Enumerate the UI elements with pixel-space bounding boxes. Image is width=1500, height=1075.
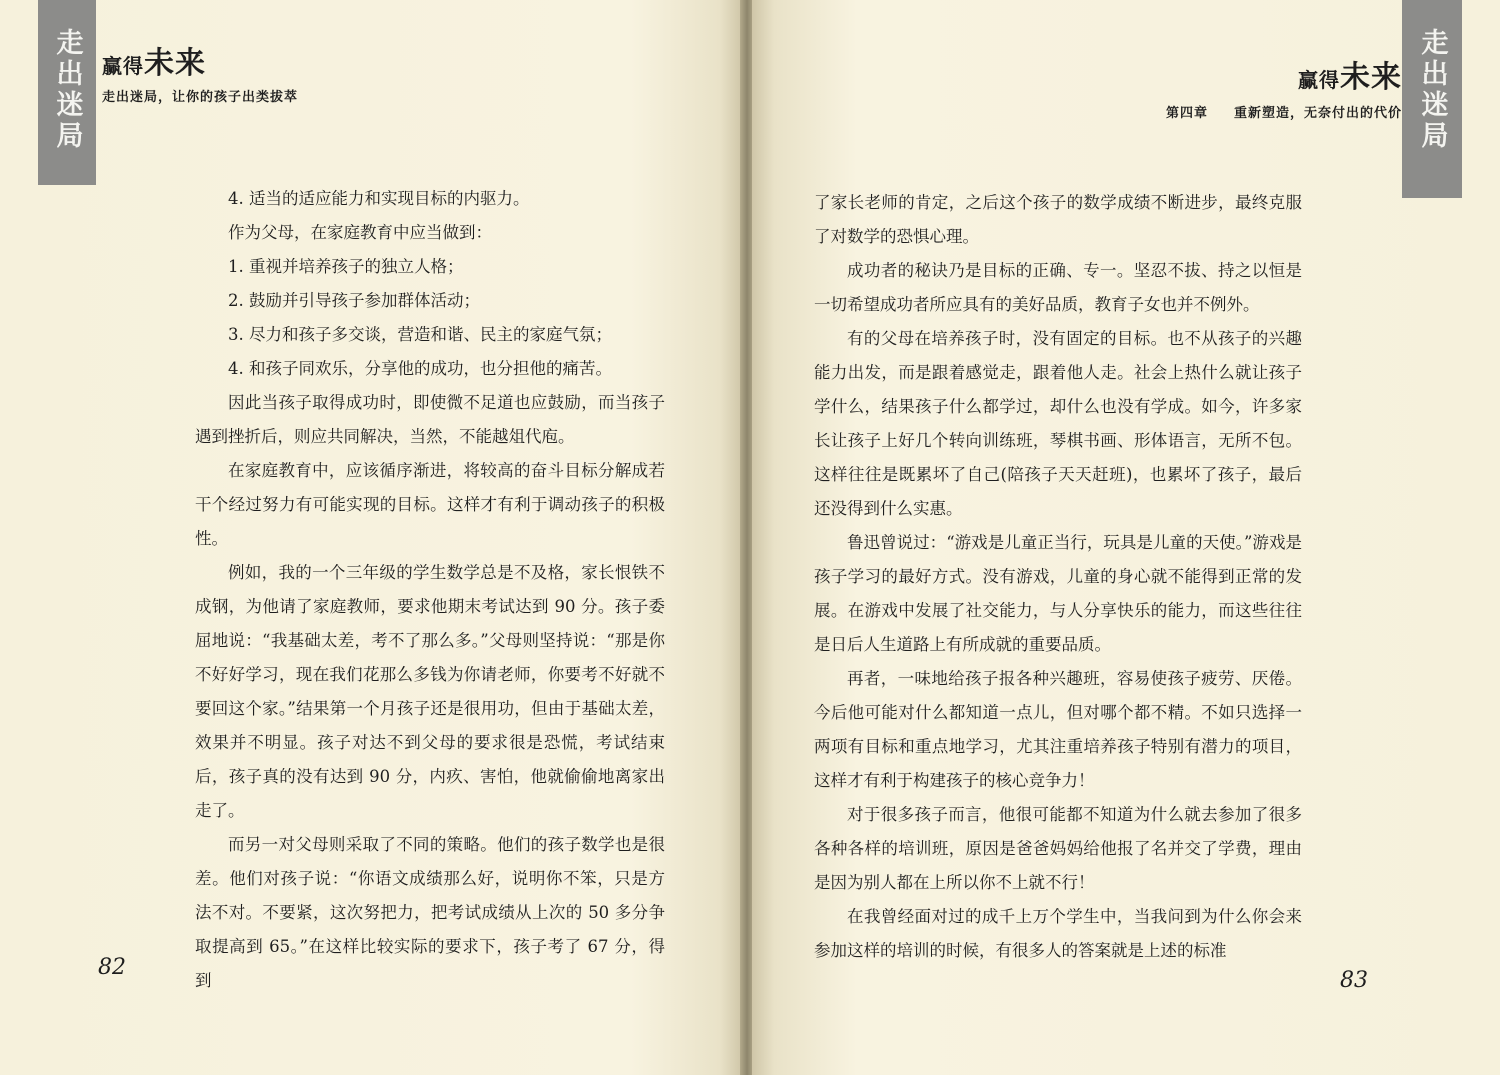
paragraph: 了家长老师的肯定，之后这个孩子的数学成绩不断进步，最终克服了对数学的恐惧心理。	[814, 193, 1302, 246]
right-page	[752, 0, 1500, 1075]
left-brand	[102, 38, 298, 82]
paragraph: 3. 尽力和孩子多交谈，营造和谐、民主的家庭气氛；	[228, 325, 612, 344]
paragraph: 在家庭教育中，应该循序渐进，将较高的奋斗目标分解成若干个经过努力有可能实现的目标。这样才有利于调动孩子的积极性。	[195, 461, 665, 548]
paragraph: 鲁迅曾说过：“游戏是儿童正当行，玩具是儿童的天使。”游戏是孩子学习的最好方式。没有游戏，儿童的身心就不能得到正常的发展。在游戏中发展了社交能力，与人分享快乐的能力，而这些往往是日后人生道路上有所成就的重要品质。	[814, 533, 1302, 654]
right-brand-big: 未来	[1340, 60, 1402, 95]
right-chapter-line	[1166, 102, 1402, 121]
paragraph: 作为父母，在家庭教育中应当做到：	[228, 223, 492, 242]
right-running-header	[1166, 52, 1402, 121]
right-body-text	[814, 186, 1302, 968]
paragraph: 有的父母在培养孩子时，没有固定的目标。也不从孩子的兴趣能力出发，而是跟着感觉走，跟着他人走。社会上热什么就让孩子学什么，结果孩子什么都学过，却什么也没有学成。如今，许多家长让孩子上好几个转向训练班，琴棋书画、形体语言，无所不包。这样往往是既累坏了自己(陪孩子天天赶班)，也累坏了孩子，最后还没得到什么实惠。	[814, 329, 1302, 518]
left-section-tab	[38, 0, 96, 185]
paragraph: 2. 鼓励并引导孩子参加群体活动；	[228, 291, 480, 310]
paragraph: 在我曾经面对过的成千上万个学生中，当我问到为什么你会来参加这样的培训的时候，有很多人的答案就是上述的标准	[814, 907, 1302, 960]
right-brand	[1166, 52, 1402, 96]
left-page-number: 82	[98, 955, 126, 980]
paragraph: 例如，我的一个三年级的学生数学总是不及格，家长恨铁不成钢，为他请了家庭教师，要求他期末考试达到 90 分。孩子委屈地说：“我基础太差，考不了那么多。”父母则坚持说：“那是你不好好学习，现在我们花那么多钱为你请老师，你要考不好就不要回这个家。”结果第一个月孩子还是很用功，但由于基础太差，效果并不明显。孩子对达不到父母的要求很是恐慌，考试结束后，孩子真的没有达到 90 分，内疚、害怕，他就偷偷地离家出走了。	[195, 563, 665, 820]
left-subtitle: 走出迷局，让你的孩子出类拔萃	[102, 90, 299, 105]
left-body-text	[195, 182, 665, 998]
left-page	[0, 0, 742, 1075]
paragraph: 成功者的秘诀乃是目标的正确、专一。坚忍不拔、持之以恒是一切希望成功者所应具有的美好品质，教育子女也并不例外。	[814, 261, 1302, 314]
paragraph: 4. 和孩子同欢乐，分享他的成功，也分担他的痛苦。	[228, 359, 612, 378]
paragraph: 对于很多孩子而言，他很可能都不知道为什么就去参加了很多各种各样的培训班，原因是爸爸妈妈给他报了名并交了学费，理由是因为别人都在上所以你不上就不行！	[814, 805, 1302, 892]
chapter-title: 重新塑造，无奈付出的代价	[1233, 106, 1402, 121]
paragraph: 4. 适当的适应能力和实现目标的内驱力。	[228, 189, 530, 208]
left-brand-small: 赢得	[102, 54, 144, 78]
chapter-label: 第四章	[1165, 106, 1208, 121]
right-brand-small: 赢得	[1298, 68, 1340, 92]
paragraph: 而另一对父母则采取了不同的策略。他们的孩子数学也是很差。他们对孩子说：“你语文成绩那么好，说明你不笨，只是方法不对。不要紧，这次努把力，把考试成绩从上次的 50 多分争取提高到 65。”在这样比较实际的要求下，孩子考了 67 分，得到	[195, 835, 665, 990]
left-tab-text: 走出迷局	[51, 28, 83, 152]
right-section-tab	[1402, 0, 1462, 198]
paragraph: 1. 重视并培养孩子的独立人格；	[228, 257, 464, 276]
left-brand-big: 未来	[144, 46, 206, 81]
paragraph: 再者，一味地给孩子报各种兴趣班，容易使孩子疲劳、厌倦。今后他可能对什么都知道一点儿，但对哪个都不精。不如只选择一两项有目标和重点地学习，尤其注重培养孩子特别有潜力的项目，这样才有利于构建孩子的核心竞争力！	[814, 669, 1302, 790]
right-page-number: 83	[1340, 968, 1368, 993]
paragraph: 因此当孩子取得成功时，即使微不足道也应鼓励，而当孩子遇到挫折后，则应共同解决，当然，不能越俎代庖。	[195, 393, 665, 446]
left-running-header	[102, 38, 298, 105]
right-tab-text: 走出迷局	[1416, 28, 1448, 152]
